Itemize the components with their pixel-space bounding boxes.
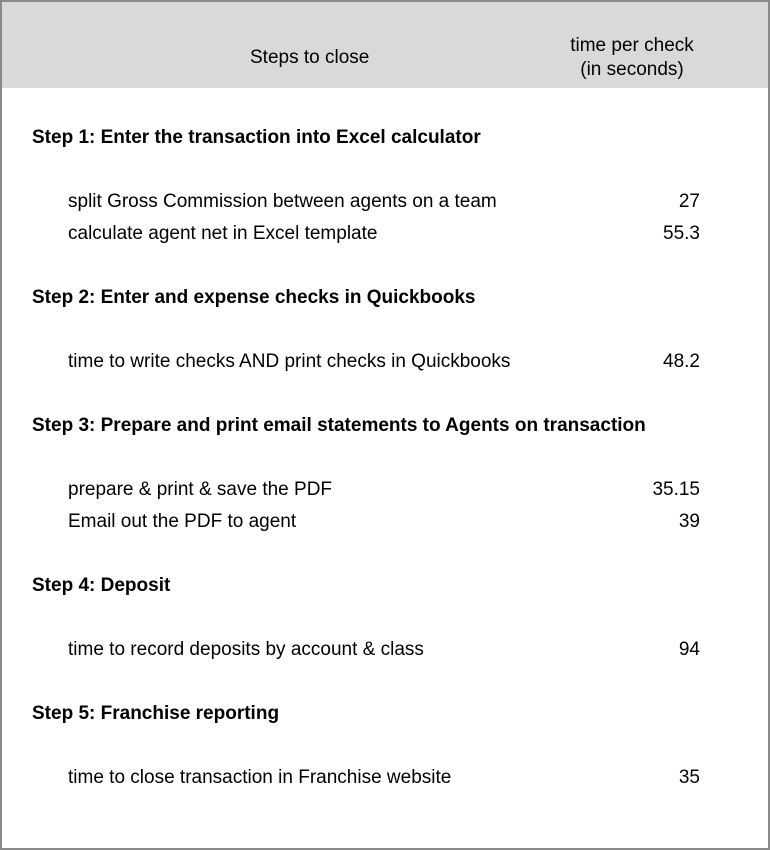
step-1-item-2-label: calculate agent net in Excel template [68, 223, 378, 244]
step-5-item-1-label: time to close transaction in Franchise website [68, 767, 452, 788]
header-time-line2: (in seconds) [580, 59, 684, 80]
step-1-item-2-value: 55.3 [663, 223, 700, 244]
step-4-title: Step 4: Deposit [32, 575, 171, 596]
step-1-title: Step 1: Enter the transaction into Excel calculator [32, 127, 481, 148]
table-header [2, 2, 768, 88]
step-3-item-1-value: 35.15 [652, 479, 700, 500]
step-2-title: Step 2: Enter and expense checks in Quickbooks [32, 287, 476, 308]
step-3-title: Step 3: Prepare and print email statements to Agents on transaction [32, 415, 646, 436]
step-2-item-1-row [2, 350, 768, 374]
step-1-item-1-label: split Gross Commission between agents on a team [68, 191, 497, 212]
header-time-line1: time per check [570, 35, 694, 56]
step-2-item-1-label: time to write checks AND print checks in Quickbooks [68, 351, 511, 372]
step-4-item-1-label: time to record deposits by account & class [68, 639, 424, 660]
step-5-item-1-value: 35 [678, 767, 700, 788]
step-4-item-1-value: 94 [678, 639, 700, 660]
step-2-item-1-value: 48.2 [663, 351, 700, 372]
step-3-item-2-value: 39 [678, 511, 700, 532]
step-4-item-1-row [2, 638, 768, 662]
step-3-item-2-label: Email out the PDF to agent [68, 511, 297, 532]
step-1-item-2-row [2, 222, 768, 246]
step-5-item-1-row [2, 766, 768, 790]
header-time-label [562, 34, 702, 82]
step-3-item-1-label: prepare & print & save the PDF [68, 479, 333, 500]
step-3-item-1-row [2, 478, 768, 502]
step-1-item-1-row [2, 190, 768, 214]
step-3-item-2-row [2, 510, 768, 534]
header-steps-label: Steps to close [250, 47, 370, 68]
step-1-item-1-value: 27 [678, 191, 700, 212]
step-5-title: Step 5: Franchise reporting [32, 703, 280, 724]
